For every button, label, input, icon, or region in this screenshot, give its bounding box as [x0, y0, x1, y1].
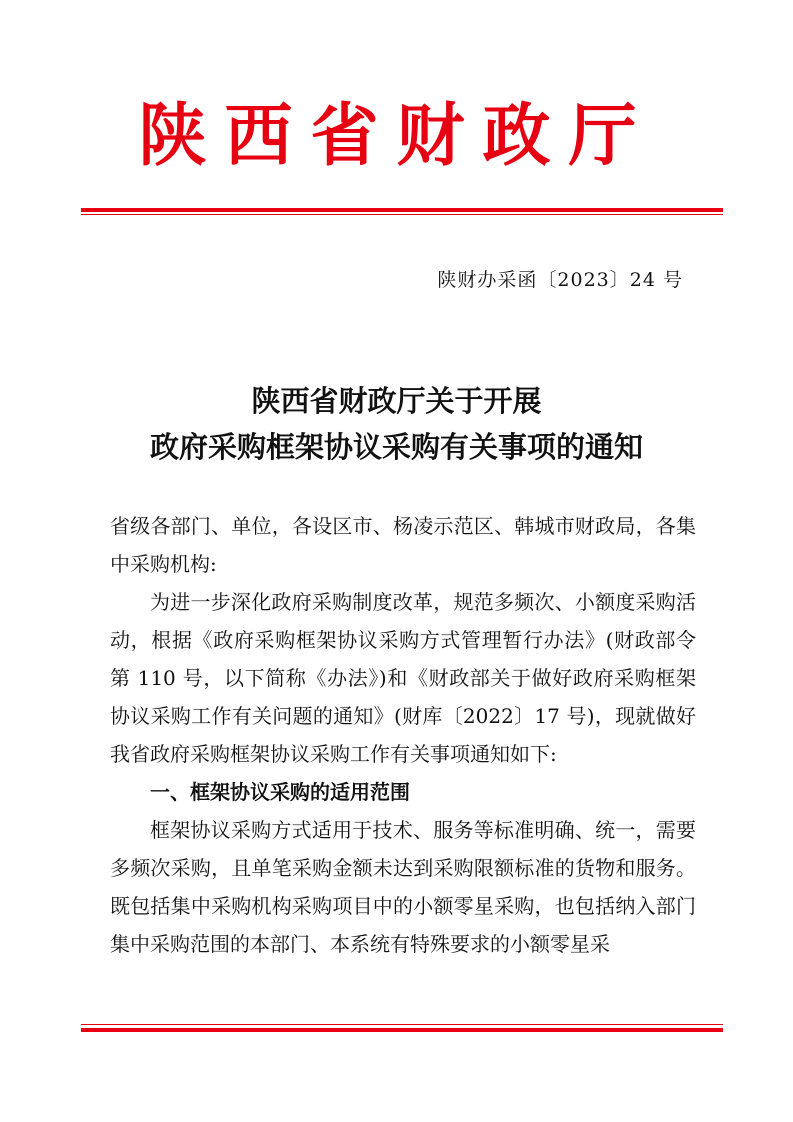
section-1-paragraph: 框架协议采购方式适用于技术、服务等标准明确、统一，需要多频次采购，且单笔采购金额未达到采购限额标准的货物和服务。既包括集中采购机构采购项目中的小额零星采购，也包括纳入部门集中采购范围的本部门、本系统有特殊要求的小额零星采: [110, 818, 696, 956]
footer-rule-thick: [81, 1028, 723, 1032]
header-rule-thin: [81, 214, 723, 215]
title-line-2: 政府采购框架协议采购有关事项的通知: [149, 430, 643, 464]
document-title: [70, 378, 723, 470]
section-1-heading: 一、框架协议采购的适用范围: [150, 780, 410, 804]
document-body: [110, 507, 696, 963]
title-line-1: 陕西省财政厅关于开展: [251, 384, 542, 418]
issuer-masthead: 陕西省财政厅: [138, 96, 655, 176]
header-rule-thick: [81, 208, 723, 212]
addressee: 省级各部门、单位，各设区市、杨凌示范区、韩城市财政局，各集中采购机构:: [110, 514, 696, 576]
footer-rule-thin: [81, 1024, 723, 1025]
document-number: 陕财办采函〔2023〕24 号: [437, 269, 683, 291]
intro-paragraph: 为进一步深化政府采购制度改革，规范多频次、小额度采购活动，根据《政府采购框架协议采购方式管理暂行办法》(财政部令第 110 号，以下简称《办法》)和《财政部关于做好政府采购框架协议采购工作有关问题的通知》(财库〔2022〕17 号)，现就做好我省政府采购框架协议采购工作有关事项通知如下:: [110, 590, 696, 766]
